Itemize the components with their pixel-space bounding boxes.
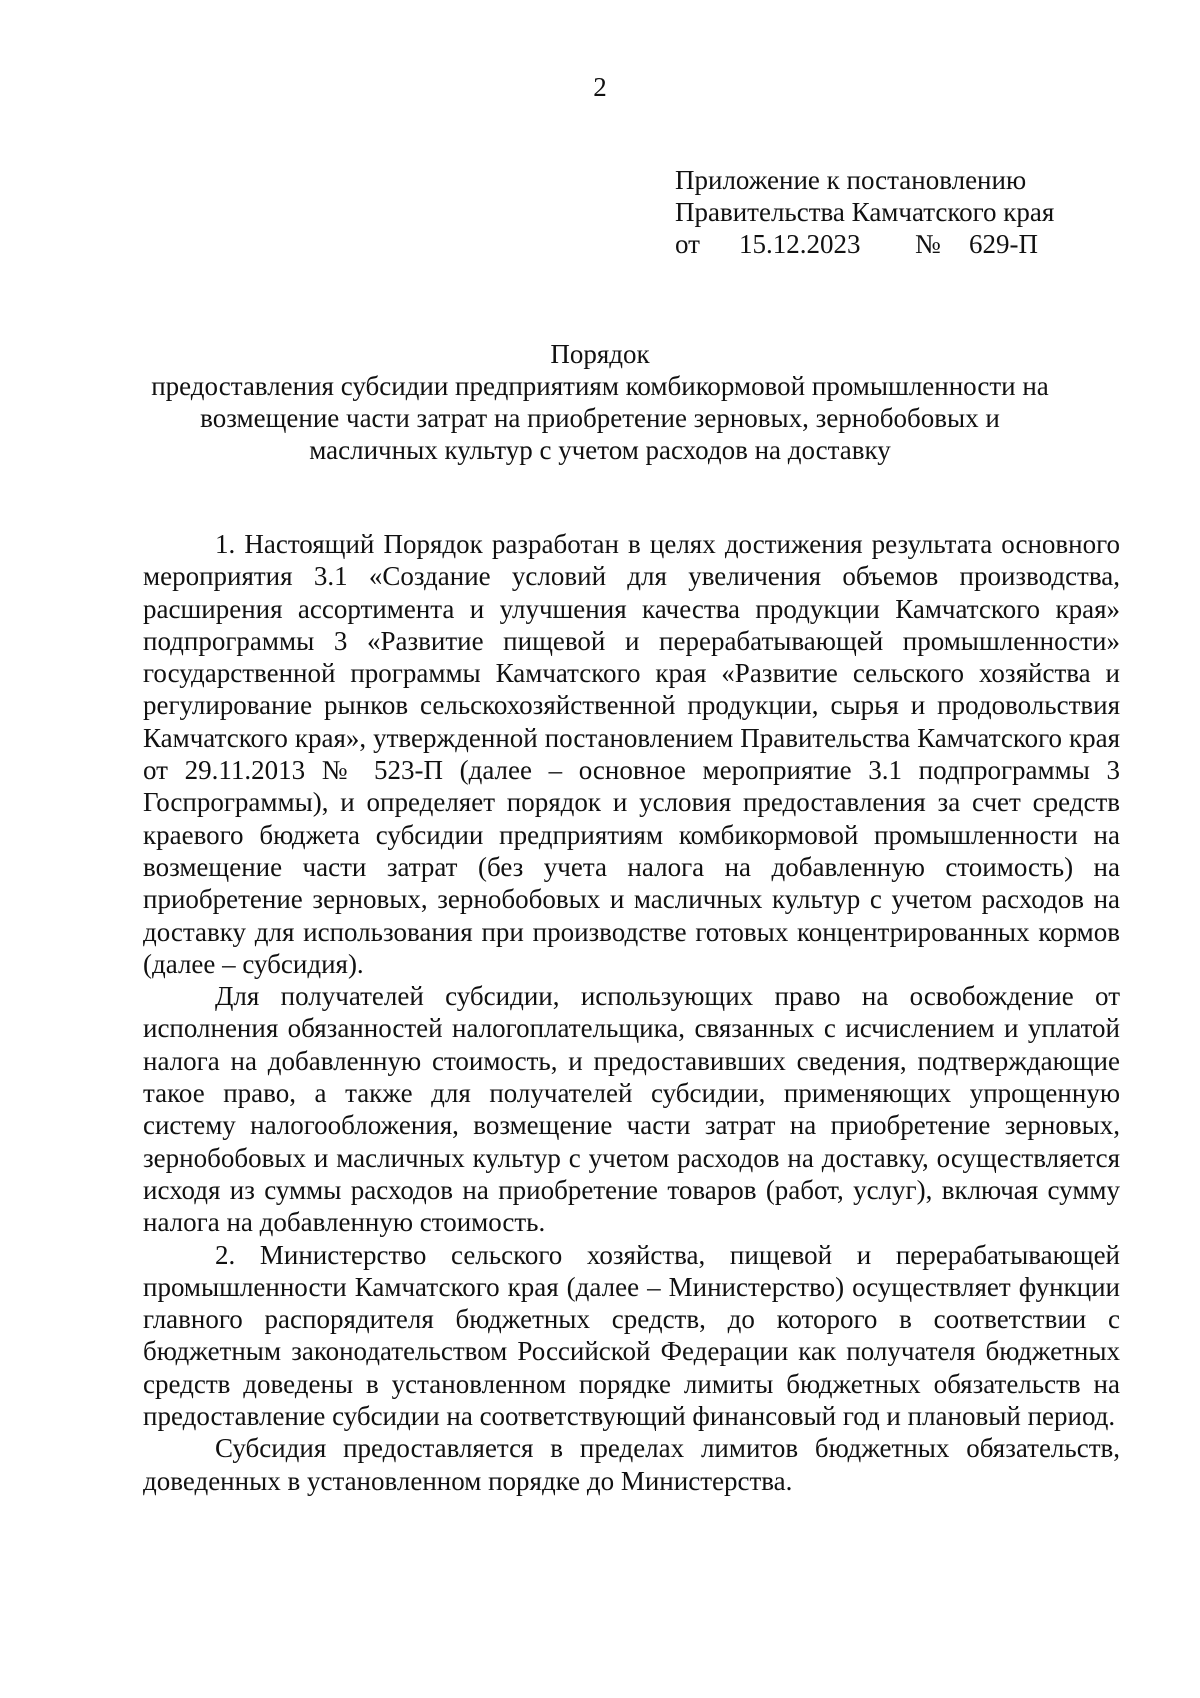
- approval-number-sign: №: [915, 229, 941, 259]
- approval-block: [675, 164, 1155, 260]
- paragraph-3: 2. Министерство сельского хозяйства, пищевой и перерабатывающей промышленности Камчатского края (далее – Министерство) осуществляет функции главного распорядителя бюджетных средств, до которого в соответствии с бюджетным законодательством Российской Федерации как получателя бюджетных средств доведены в установленном порядке лимиты бюджетных обязательств на предоставление субсидии на соответствующий финансовый год и плановый период.: [143, 1239, 1120, 1432]
- title-line-1: предоставления субсидии предприятиям комбикормовой промышленности на: [151, 371, 1049, 401]
- document-body: [143, 528, 1120, 1497]
- approval-ot: от: [675, 229, 700, 259]
- title-line-3: масличных культур с учетом расходов на доставку: [309, 435, 891, 465]
- page-number: 2: [593, 72, 607, 102]
- title-line-2: возмещение части затрат на приобретение зерновых, зернобобовых и: [200, 403, 1000, 433]
- approval-date-line: [675, 228, 1155, 260]
- approval-number: 629-П: [969, 229, 1038, 259]
- document-title: [130, 338, 1070, 466]
- paragraph-1: 1. Настоящий Порядок разработан в целях достижения результата основного мероприятия 3.1 «Создание условий для увеличения объемов производства, расширения ассортимента и улучшения качества продукции Камчатского края» подпрограммы 3 «Развитие пищевой и перерабатывающей промышленности» государственной программы Камчатского края «Развитие сельского хозяйства и регулирование рынков сельскохозяйственной продукции, сырья и продовольствия Камчатского края», утвержденной постановлением Правительства Камчатского края от 29.11.2013 № 523-П (далее – основное мероприятие 3.1 подпрограммы 3 Госпрограммы), и определяет порядок и условия предоставления за счет средств краевого бюджета субсидии предприятиям комбикормовой промышленности на возмещение части затрат (без учета налога на добавленную стоимость) на приобретение зерновых, зернобобовых и масличных культур с учетом расходов на доставку для использования при производстве готовых концентрированных кормов (далее – субсидия).: [143, 529, 1120, 979]
- title-heading: Порядок: [550, 339, 650, 369]
- paragraph-2: Для получателей субсидии, использующих право на освобождение от исполнения обязанностей налогоплательщика, связанных с исчислением и уплатой налога на добавленную стоимость, и предоставивших сведения, подтверждающие такое право, а также для получателей субсидии, применяющих упрощенную систему налогообложения, возмещение части затрат на приобретение зерновых, зернобобовых и масличных культур с учетом расходов на доставку, осуществляется исходя из суммы расходов на приобретение товаров (работ, услуг), включая сумму налога на добавленную стоимость.: [143, 981, 1120, 1238]
- approval-line-2: Правительства Камчатского края: [675, 197, 1055, 227]
- paragraph-4: Субсидия предоставляется в пределах лимитов бюджетных обязательств, доведенных в установленном порядке до Министерства.: [143, 1433, 1120, 1496]
- approval-date: 15.12.2023: [739, 229, 861, 259]
- approval-line-1: Приложение к постановлению: [675, 165, 1027, 195]
